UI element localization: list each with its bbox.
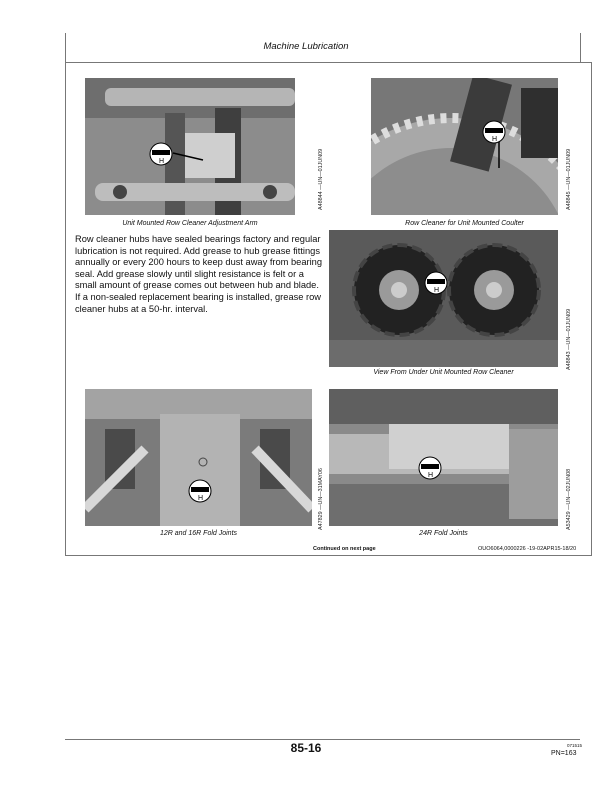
photo-24r-fold-joints [329, 389, 558, 526]
caption-4: 12R and 16R Fold Joints [159, 530, 238, 537]
grease-fitting-icon [482, 120, 506, 144]
svg-text:H: H [159, 158, 165, 165]
caption-1: Unit Mounted Row Cleaner Adjustment Arm [122, 220, 258, 227]
footer-rule [65, 739, 580, 740]
pn-label: PN=163 [551, 750, 577, 757]
photo-12r-16r-fold-joints [85, 389, 312, 526]
caption-2: Row Cleaner for Unit Mounted Coulter [405, 220, 524, 227]
photo-coulter [371, 78, 558, 215]
caption-5: 24R Fold Joints [419, 530, 468, 537]
grease-fitting-icon [418, 456, 442, 480]
section-header: Machine Lubrication [263, 41, 349, 52]
svg-text:H: H [198, 495, 204, 502]
svg-text:H: H [428, 472, 434, 479]
svg-text:H: H [492, 136, 498, 143]
lubrication-paragraph: Row cleaner hubs have sealed bearings factory and regular lubrication is not required. Add grease to hub grease fittings annually or every 200 hours to keep dust away from bearing seal. Add grease slowly until slight resistance is felt or a small amount of grease comes out between hub and blade. If a non-sealed replacement bearing is installed, grease row cleaner hubs at a 50-hr. interval. [75, 234, 323, 314]
grease-fitting-icon [149, 142, 173, 166]
grease-fitting-icon [188, 479, 212, 503]
image-id-3: A48843 —UN—01JUN09 [566, 308, 572, 370]
svg-text:H: H [434, 287, 440, 294]
grease-fitting-icon [424, 271, 448, 295]
photo-adjustment-arm [85, 78, 295, 215]
footer-code: 071515 [567, 743, 583, 748]
document-reference: OUO6064,0000226 -19-02APR15-18/20 [478, 546, 577, 552]
image-id-5: A53429 —UN—02JUN08 [566, 468, 572, 530]
image-id-4: A47829 —UN—31MAY06 [318, 468, 324, 530]
photo-under-row-cleaner [329, 230, 558, 367]
caption-3: View From Under Unit Mounted Row Cleaner [373, 369, 514, 376]
image-id-2: A48845 —UN—01JUN09 [566, 148, 572, 210]
continued-note: Continued on next page [313, 546, 376, 552]
image-id-1: A48844 —UN—01JUN09 [318, 148, 324, 210]
page-number: 85-16 [290, 741, 322, 755]
